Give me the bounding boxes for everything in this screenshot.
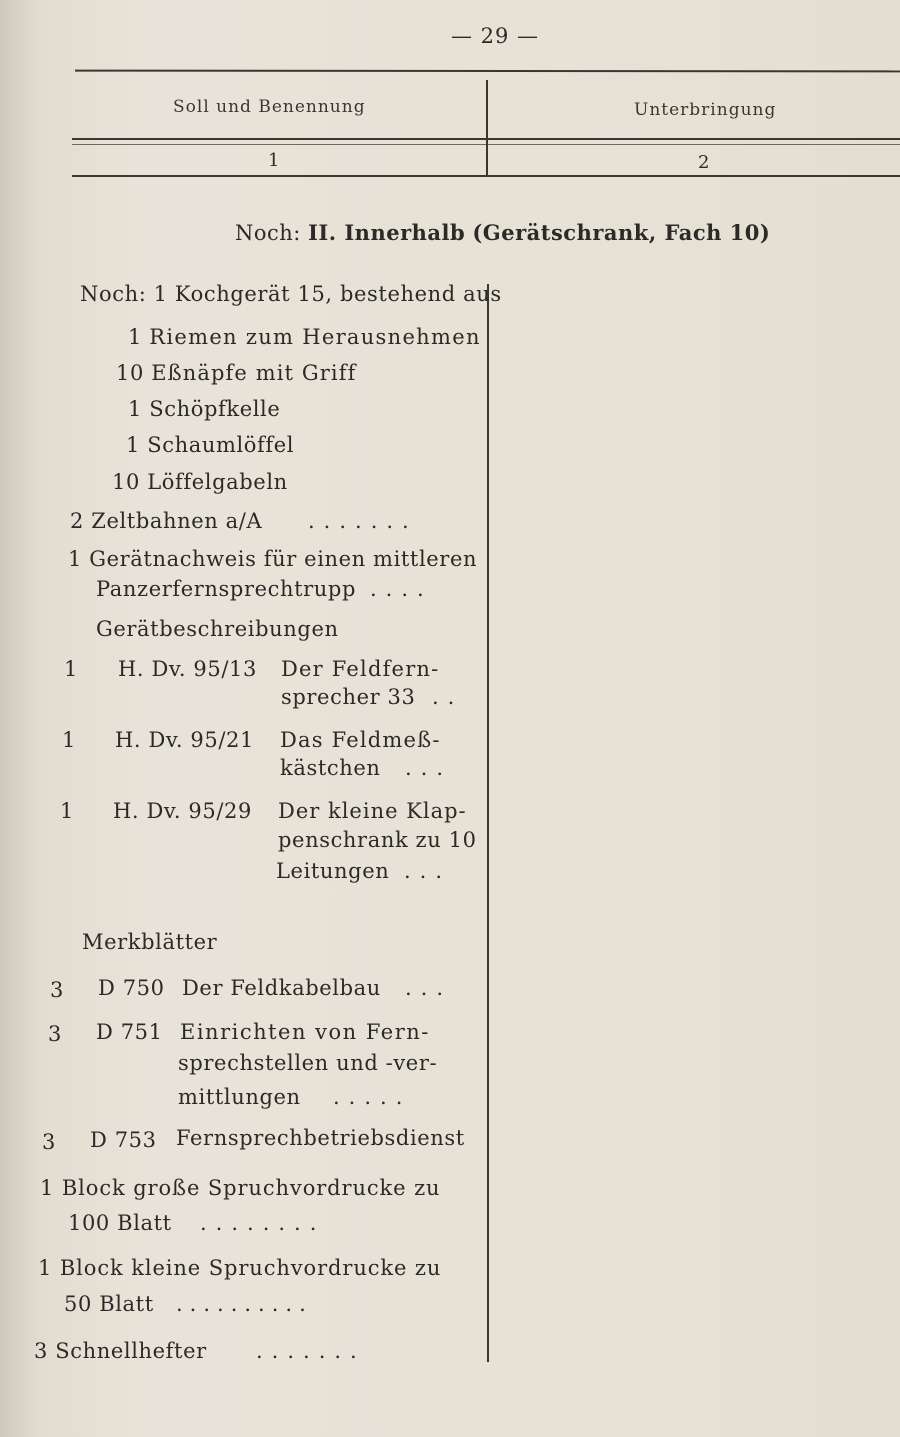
list-item-title: Fernsprechbetriebsdienst (176, 1126, 465, 1150)
leader-dots: ... (404, 859, 452, 883)
list-item: 1 Schöpfkelle (128, 397, 281, 421)
list-item-continuation: 100 Blatt (68, 1211, 172, 1235)
leader-dots: ... (405, 976, 453, 1000)
list-item: 1 Riemen zum Herausnehmen (128, 325, 481, 349)
list-item-qty: 1 (62, 728, 76, 752)
list-item: 10 Eßnäpfe mit Griff (116, 361, 357, 385)
list-item-ref: H. Dv. 95/21 (115, 728, 254, 752)
list-item: 2 Zeltbahnen a/A (70, 509, 263, 533)
list-item: 1 Schaumlöffel (126, 433, 295, 457)
list-item: 3 Schnellhefter (34, 1339, 207, 1363)
list-item-qty: 1 (64, 657, 78, 681)
list-item-qty: 3 (50, 978, 64, 1002)
section-heading-detail: (Gerätschrank, Fach 10) (472, 220, 771, 245)
kochgeraet-heading: Noch: 1 Kochgerät 15, bestehend aus (80, 282, 502, 306)
column-2-title: Unterbringung (634, 100, 777, 120)
header-column-divider (486, 80, 488, 176)
subsection-heading: Gerätbeschreibungen (96, 617, 339, 641)
section-heading (235, 220, 770, 245)
body-column-divider (487, 284, 489, 1362)
list-item-title: sprechstellen und -ver- (178, 1051, 438, 1075)
leader-dots: ....... (308, 509, 418, 533)
leader-dots: ....... (256, 1339, 366, 1363)
list-item-title: kästchen (280, 756, 381, 780)
leader-dots: .. (432, 685, 464, 709)
leader-dots: ........ (200, 1211, 326, 1235)
list-item: 1 Block kleine Spruchvordrucke zu (38, 1256, 442, 1280)
list-item-ref: D 751 (96, 1020, 163, 1044)
list-item-title: Der Feldfern- (281, 657, 440, 681)
header-top-rule (75, 70, 900, 73)
section-heading-prefix: Noch: (235, 221, 301, 245)
list-item-ref: D 753 (90, 1128, 157, 1152)
list-item-continuation: 50 Blatt (64, 1292, 154, 1316)
column-1-number: 1 (268, 150, 280, 171)
list-item-title: Das Feldmeß- (280, 728, 441, 752)
list-item-title: Einrichten von Fern- (180, 1020, 430, 1044)
list-item-ref: D 750 (98, 976, 165, 1000)
list-item-qty: 3 (48, 1022, 62, 1046)
list-item: 1 Gerätnachweis für einen mittleren (68, 547, 478, 571)
list-item-title: Der kleine Klap- (278, 799, 467, 823)
list-item-ref: H. Dv. 95/13 (118, 657, 257, 681)
subsection-heading: Merkblätter (82, 930, 218, 954)
section-heading-title: II. Innerhalb (308, 220, 466, 245)
leader-dots: ... (405, 756, 453, 780)
list-item-title: Leitungen (276, 859, 390, 883)
page-number: — 29 — (450, 24, 540, 48)
list-item: 10 Löffelgabeln (112, 470, 288, 494)
list-item-title: mittlungen (178, 1085, 301, 1109)
list-item-continuation: Panzerfernsprechtrupp (96, 577, 356, 601)
list-item-title: sprecher 33 (281, 685, 416, 709)
leader-dots: ..... (333, 1085, 412, 1109)
list-item-title: Der Feldkabelbau (182, 976, 381, 1000)
list-item: 1 Block große Spruchvordrucke zu (40, 1176, 441, 1200)
list-item-ref: H. Dv. 95/29 (113, 799, 252, 823)
column-1-title: Soll und Benennung (173, 97, 366, 117)
leader-dots: .... (370, 577, 433, 601)
leader-dots: .......... (176, 1292, 313, 1316)
list-item-title: penschrank zu 10 (278, 828, 477, 852)
list-item-qty: 3 (42, 1130, 56, 1154)
list-item-qty: 1 (60, 799, 74, 823)
column-2-number: 2 (698, 152, 710, 173)
